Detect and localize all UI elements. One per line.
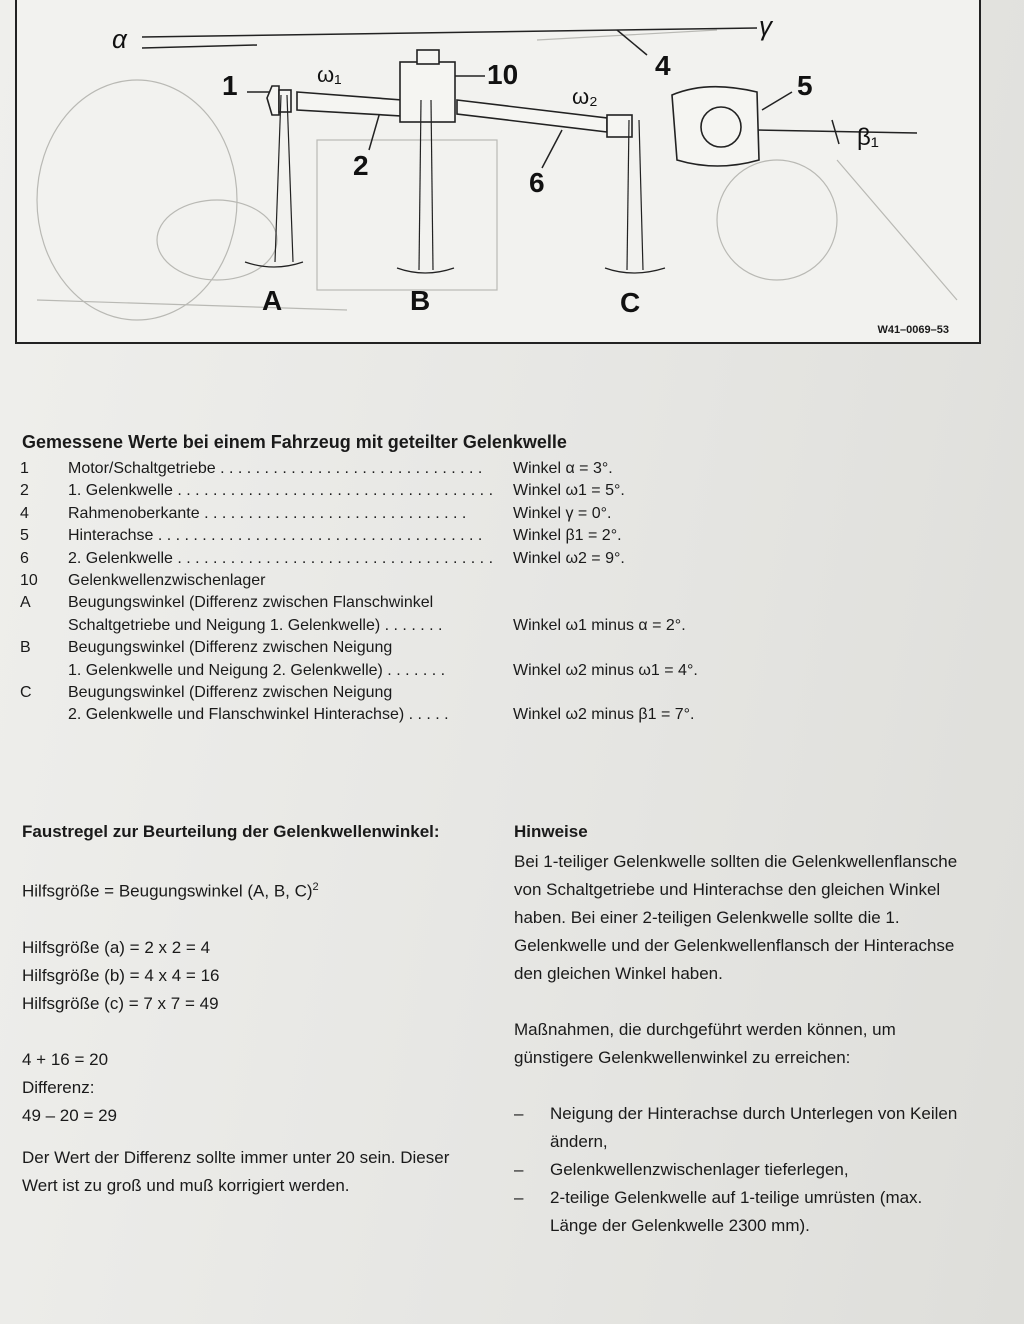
- angle-b-arc: [397, 268, 454, 273]
- legend-row: 10 Gelenkwellenzwischenlager: [20, 572, 266, 590]
- leader-6: [542, 130, 562, 168]
- figure-code: W41–0069–53: [877, 324, 949, 336]
- calc-line: Hilfsgröße (c) = 7 x 7 = 49: [22, 993, 219, 1013]
- legend-row: 5 Hinterachse . . . . . . . . . . . . . . . . . . . . . . . . . . . . . . . . . . . . . Winkel β1 = 2°.: [20, 527, 622, 545]
- measure-item: – 2-teilige Gelenkwelle auf 1-teilige umrüsten (max. Länge der Gelenkwelle 2300 mm).: [514, 1188, 923, 1235]
- faustregel-title: Faustregel zur Beurteilung der Gelenkwellenwinkel:: [22, 822, 440, 841]
- legend-list: [20, 458, 760, 727]
- legend-row: Schaltgetriebe und Neigung 1. Gelenkwelle) . . . . . . . Winkel ω1 minus α = 2°.: [68, 616, 686, 634]
- label-c: C: [620, 287, 641, 318]
- beta-line: [757, 130, 917, 133]
- label-omega1: ω₁: [317, 62, 342, 87]
- legend-row: 1 Motor/Schaltgetriebe . . . . . . . . . . . . . . . . . . . . . . . . . . . . . . Winkel α = 3°.: [20, 460, 613, 477]
- hinweise-paragraph-1: Bei 1-teiliger Gelenkwelle sollten die Gelenkwellenflansche von Schaltgetriebe und Hinterachse den gleichen Winkel haben. Bei einer 2-teiligen Gelenkwelle sollte die 1. Gelenkwelle und der Gelenkwellenflansch der Hinterachse den gleichen Winkel haben.: [514, 852, 958, 983]
- calc-line: 49 – 20 = 29: [22, 1105, 118, 1125]
- angle-b-line: [419, 100, 421, 270]
- label-alpha: α: [112, 24, 127, 54]
- legend-row: 1. Gelenkwelle und Neigung 2. Gelenkwelle) . . . . . . . Winkel ω2 minus ω1 = 4°.: [68, 661, 698, 679]
- faustregel-conclusion: Der Wert der Differenz sollte immer unter 20 sein. Dieser Wert ist zu groß und muß korrigiert werden.: [22, 1147, 450, 1195]
- angle-c-line: [627, 120, 629, 270]
- calc-line: 4 + 16 = 20: [22, 1049, 109, 1069]
- calc-line: Differenz:: [22, 1077, 95, 1097]
- label-a: A: [262, 285, 283, 316]
- label-4: 4: [655, 50, 671, 81]
- angle-a-arc: [245, 262, 303, 267]
- drivetrain-figure: [15, 0, 981, 344]
- label-b: B: [410, 285, 431, 316]
- legend-row: A Beugungswinkel (Differenz zwischen Flanschwinkel: [20, 594, 434, 612]
- alpha-line: [142, 45, 257, 48]
- legend-row: 2. Gelenkwelle und Flanschwinkel Hinterachse) . . . . . Winkel ω2 minus β1 = 7°.: [68, 706, 695, 724]
- measure-item: – Neigung der Hinterachse durch Unterlegen von Keilen ändern,: [514, 1104, 958, 1151]
- faustregel-body: [22, 873, 482, 1200]
- label-gamma: γ: [759, 11, 772, 41]
- legend-row: 4 Rahmenoberkante . . . . . . . . . . . . . . . . . . . . . . . . . . . . . . Winkel γ = 0°.: [20, 504, 612, 522]
- label-omega2: ω₂: [572, 84, 598, 109]
- intermediate-bearing: [400, 62, 455, 122]
- label-10: 10: [487, 59, 519, 90]
- hinweise-paragraph-2: Maßnahmen, die durchgeführt werden können, um günstigere Gelenkwellenwinkel zu erreichen:: [514, 1020, 896, 1067]
- hinweise-body: [514, 848, 964, 1240]
- measured-values-heading: Gemessene Werte bei einem Fahrzeug mit geteilter Gelenkwelle: [22, 432, 567, 452]
- gearbox-flange: [267, 86, 279, 115]
- faustregel-formula: Hilfsgröße = Beugungswinkel (A, B, C)$^2$: [22, 881, 319, 901]
- legend-row: B Beugungswinkel (Differenz zwischen Neigung: [20, 639, 393, 657]
- calc-line: Hilfsgröße (b) = 4 x 4 = 16: [22, 965, 220, 985]
- calc-line: Hilfsgröße (a) = 2 x 2 = 4: [22, 937, 211, 957]
- angle-c-arc: [605, 268, 665, 273]
- legend-row: 2 1. Gelenkwelle . . . . . . . . . . . . . . . . . . . . . . . . . . . . . . . . . . . . Winkel ω1 = 5°.: [20, 482, 625, 500]
- legend-row: C Beugungswinkel (Differenz zwischen Neigung: [20, 684, 393, 702]
- shaft-1: [297, 92, 402, 116]
- angle-a-line: [275, 95, 281, 262]
- leader-5: [762, 92, 792, 110]
- label-1: 1: [222, 70, 238, 101]
- label-5: 5: [797, 70, 813, 101]
- legend-row: 6 2. Gelenkwelle . . . . . . . . . . . . . . . . . . . . . . . . . . . . . . . . . . . . Winkel ω2 = 9°.: [20, 549, 625, 567]
- hinweise-title: Hinweise: [514, 822, 588, 841]
- label-beta1: β₁: [857, 124, 879, 151]
- drivetrain-drawing: [17, 0, 979, 342]
- label-6: 6: [529, 167, 545, 198]
- label-2: 2: [353, 150, 369, 181]
- measure-item: – Gelenkwellenzwischenlager tieferlegen,: [514, 1160, 849, 1179]
